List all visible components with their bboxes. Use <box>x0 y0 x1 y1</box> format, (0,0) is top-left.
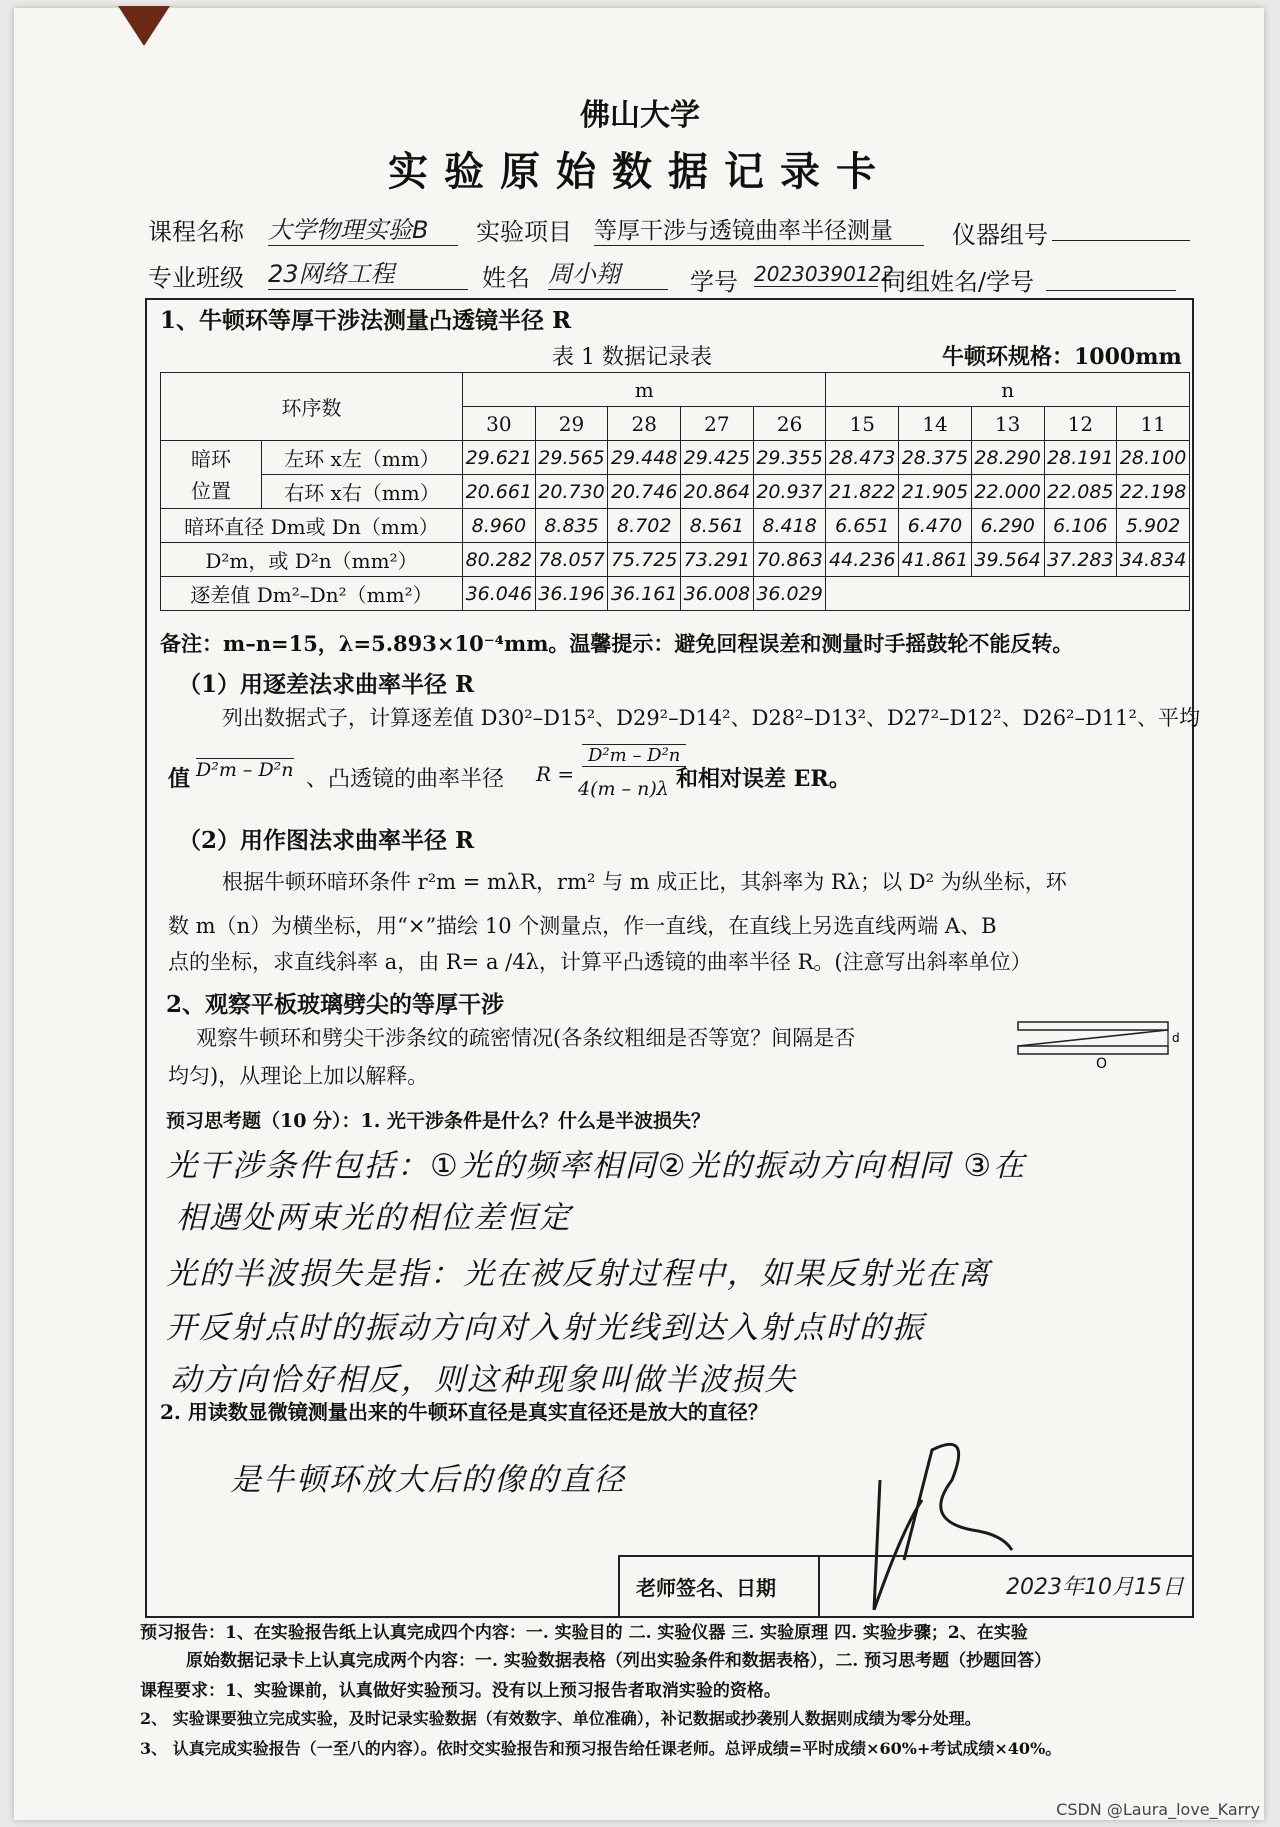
id-label: 学号 <box>690 268 738 296</box>
diameter-label: 暗环直径 Dm或 Dn（mm） <box>161 509 463 543</box>
sub1-line1: 列出数据式子，计算逐差值 D30²–D15²、D29²–D14²、D28²–D13²、D27²–D12²、D26²–D11²、平均 <box>222 706 1200 730</box>
footer-line4: 2、 实验课要独立完成实验，及时记录实验数据（有效数字、单位准确），补记数据或抄袭别人数据则成绩为零分处理。 <box>140 1709 981 1728</box>
table-cell: 29.355 <box>753 441 826 475</box>
course-label: 课程名称 <box>148 218 244 246</box>
table-cell: 39.564 <box>971 543 1044 577</box>
table-cell: 36.196 <box>535 577 608 611</box>
table-cell: 36.046 <box>463 577 536 611</box>
answer1-line1: 光干涉条件包括：①光的频率相同②光的振动方向相同 ③在 <box>166 1148 1027 1184</box>
data-table <box>160 372 1190 611</box>
table-cell: 6.651 <box>826 509 899 543</box>
table-cell: 21.822 <box>826 475 899 509</box>
sub1-radius-text: 、凸透镜的曲率半径 <box>306 767 505 792</box>
id-value: 20230390122 <box>754 262 894 286</box>
table-cell: 29.448 <box>608 441 681 475</box>
name-label: 姓名 <box>482 264 530 292</box>
table-cell: 28.375 <box>899 441 972 475</box>
answer1-line5: 动方向恰好相反，则这种现象叫做半波损失 <box>170 1362 797 1398</box>
corner-mark <box>118 6 170 46</box>
course-value: 大学物理实验B <box>268 210 458 246</box>
m-header: m <box>463 373 826 407</box>
n-header: n <box>826 373 1190 407</box>
name-value: 周小翔 <box>548 254 668 290</box>
table-cell: 6.106 <box>1044 509 1117 543</box>
signature-date: 2023年10月15日 <box>1006 1575 1184 1600</box>
table-cell: 29.565 <box>535 441 608 475</box>
answer1-line3: 光的半波损失是指：光在被反射过程中，如果反射光在离 <box>166 1256 991 1292</box>
table-cell: 28.473 <box>826 441 899 475</box>
watermark: CSDN @Laura_love_Karry <box>1056 1800 1260 1819</box>
table-cell: 8.835 <box>535 509 608 543</box>
diagram-thickness: d <box>1172 1031 1180 1045</box>
sub2-title: （2）用作图法求曲率半径 R <box>178 827 475 854</box>
table-cell: 8.418 <box>753 509 826 543</box>
table-caption: 表 1 数据记录表 <box>552 345 712 370</box>
table-cell: 37.283 <box>1044 543 1117 577</box>
table-cell: 44.236 <box>826 543 899 577</box>
question2: 2. 用读数显微镜测量出来的牛顿环直径是真实直径还是放大的直径？ <box>160 1400 768 1424</box>
footer-line3: 课程要求：1、实验课前，认真做好实验预习。没有以上预习报告者取消实验的资格。 <box>140 1681 781 1701</box>
footer-line2: 原始数据记录卡上认真完成两个内容：一. 实验数据表格（列出实验条件和数据表格），二. 预习思考题（抄题回答） <box>186 1651 1052 1671</box>
table-cell: 73.291 <box>681 543 754 577</box>
question1: 预习思考题（10 分）：1. 光干涉条件是什么？什么是半波损失？ <box>166 1110 711 1132</box>
radius-formula-numerator: D²m – D²n <box>582 744 686 767</box>
table-cell: 29.621 <box>463 441 536 475</box>
table-cell: 29.425 <box>681 441 754 475</box>
table-cell: 28.191 <box>1044 441 1117 475</box>
section2-line1: 观察牛顿环和劈尖干涉条纹的疏密情况(各条纹粗细是否等宽？间隔是否 <box>196 1026 856 1050</box>
table-cell: 21.905 <box>899 475 972 509</box>
answer2: 是牛顿环放大后的像的直径 <box>230 1462 626 1498</box>
table-cell: 8.702 <box>608 509 681 543</box>
section1-title: 1、牛顿环等厚干涉法测量凸透镜半径 R <box>160 307 572 334</box>
table-cell: 5.902 <box>1117 509 1190 543</box>
table-cell: 20.864 <box>681 475 754 509</box>
right-ring-label: 右环 x右（mm） <box>262 475 463 509</box>
col-header: 28 <box>608 407 681 441</box>
table-cell: 78.057 <box>535 543 608 577</box>
table-cell: 20.746 <box>608 475 681 509</box>
col-header: 29 <box>535 407 608 441</box>
class-label: 专业班级 <box>148 264 244 292</box>
radius-formula-r: R = <box>536 762 575 786</box>
table-cell: 36.008 <box>681 577 754 611</box>
col-header: 30 <box>463 407 536 441</box>
difference-label: 逐差值 Dm²–Dn²（mm²） <box>161 577 463 611</box>
col-header: 12 <box>1044 407 1117 441</box>
table-cell: 36.029 <box>753 577 826 611</box>
col-header: 26 <box>753 407 826 441</box>
table-cell: 70.863 <box>753 543 826 577</box>
answer1-line2: 相遇处两束光的相位差恒定 <box>176 1200 572 1236</box>
square-label: D²m，或 D²n（mm²） <box>161 543 463 577</box>
table-cell: 8.960 <box>463 509 536 543</box>
radius-formula-denominator: 4(m – n)λ <box>578 778 669 800</box>
left-ring-label: 左环 x左（mm） <box>262 441 463 475</box>
table-cell: 22.198 <box>1117 475 1190 509</box>
table-cell: 80.282 <box>463 543 536 577</box>
col-header: 14 <box>899 407 972 441</box>
col-header: 15 <box>826 407 899 441</box>
table-cell: 8.561 <box>681 509 754 543</box>
dark-label-line2: 位置 <box>191 478 231 503</box>
partner-label: 同组姓名/学号 <box>882 268 1035 296</box>
table-cell: 6.470 <box>899 509 972 543</box>
card-title: 实验原始数据记录卡 <box>388 148 892 195</box>
sub2-line2: 数 m（n）为横坐标，用“×”描绘 10 个测量点，作一直线，在直线上另选直线两端 A、B <box>168 914 997 938</box>
col-header: 13 <box>971 407 1044 441</box>
wedge-diagram <box>1014 1016 1184 1072</box>
table-cell: 36.161 <box>608 577 681 611</box>
ring-number-header: 环序数 <box>161 373 463 441</box>
table-cell: 34.834 <box>1117 543 1190 577</box>
table-cell: 20.661 <box>463 475 536 509</box>
col-header: 27 <box>681 407 754 441</box>
university-name: 佛山大学 <box>580 98 700 133</box>
class-value: 23网络工程 <box>268 254 468 290</box>
table-cell: 75.725 <box>608 543 681 577</box>
remark: 备注：m–n=15，λ=5.893×10⁻⁴mm。温馨提示：避免回程误差和测量时手摇鼓轮不能反转。 <box>160 631 1074 656</box>
dark-ring-label <box>161 441 262 509</box>
sub2-line1: 根据牛顿环暗环条件 r²m = mλR，rm² 与 m 成正比，其斜率为 Rλ；以 D² 为纵坐标，环 <box>222 870 1067 894</box>
answer1-line4: 开反射点时的振动方向对入射光线到达入射点时的振 <box>166 1310 925 1346</box>
partner-value <box>1046 262 1176 291</box>
table-cell-empty <box>826 577 1190 611</box>
mean-formula: D²m – D²n <box>196 759 294 781</box>
sub1-value-label: 值 <box>168 766 191 792</box>
sub1-error-text: 和相对误差 ER。 <box>676 766 851 792</box>
diagram-origin: O <box>1096 1056 1108 1072</box>
dark-label-line1: 暗环 <box>191 446 231 471</box>
project-label: 实验项目 <box>476 218 572 246</box>
col-header: 11 <box>1117 407 1190 441</box>
sub1-title: （1）用逐差法求曲率半径 R <box>178 671 475 698</box>
section2-line2: 均匀)，从理论上加以解释。 <box>168 1064 429 1088</box>
section2-title: 2、观察平板玻璃劈尖的等厚干涉 <box>166 991 505 1018</box>
table-cell: 28.290 <box>971 441 1044 475</box>
ring-spec: 牛顿环规格：1000mm <box>942 344 1182 370</box>
table-cell: 20.730 <box>535 475 608 509</box>
table-cell: 22.000 <box>971 475 1044 509</box>
footer-line5: 3、 认真完成实验报告（一至八的内容）。依时交实验报告和预习报告给任课老师。总评成绩=平时成绩×60%+考试成绩×40%。 <box>140 1739 1062 1758</box>
table-cell: 6.290 <box>971 509 1044 543</box>
signature-label: 老师签名、日期 <box>636 1576 776 1600</box>
group-value <box>1052 212 1190 241</box>
table-cell: 22.085 <box>1044 475 1117 509</box>
sub2-line3: 点的坐标，求直线斜率 a，由 R= a /4λ，计算平凸透镜的曲率半径 R。(注意写出斜率单位） <box>168 950 1032 974</box>
table-cell: 20.937 <box>753 475 826 509</box>
table-cell: 41.861 <box>899 543 972 577</box>
project-value: 等厚干涉与透镜曲率半径测量 <box>594 212 924 246</box>
group-label: 仪器组号 <box>952 221 1048 249</box>
footer-line1: 预习报告：1、在实验报告纸上认真完成四个内容：一. 实验目的 二. 实验仪器 三. 实验原理 四. 实验步骤；2、在实验 <box>140 1623 1028 1643</box>
table-cell: 28.100 <box>1117 441 1190 475</box>
